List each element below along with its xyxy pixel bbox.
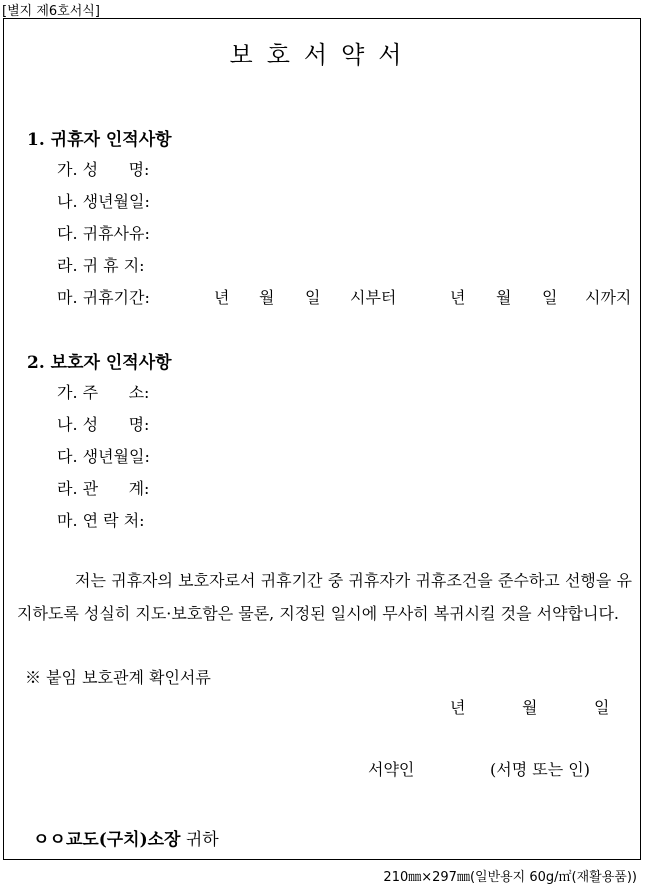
attachment-note: ※ 붙임 보호관계 확인서류	[25, 668, 211, 687]
addressee	[33, 825, 219, 850]
section1-row-period: 마. 귀휴기간:	[57, 288, 150, 307]
pledge-paragraph	[17, 564, 632, 630]
section2-row-address: 가. 주 소:	[57, 383, 150, 402]
section2-row-name: 나. 성 명:	[57, 415, 150, 434]
period-from-hour: 시부터	[350, 288, 397, 307]
date-month: 월	[522, 698, 538, 717]
section2-row-contact: 마. 연 락 처:	[57, 511, 145, 530]
page-title: 보호서약서	[229, 41, 416, 69]
section2-row-relation: 라. 관 계:	[57, 479, 150, 498]
section1-row-birth: 나. 생년월일:	[57, 192, 150, 211]
section1-row-place: 라. 귀 휴 지:	[57, 256, 145, 275]
date-day: 일	[594, 698, 610, 717]
form-tag: [별지 제6호서식]	[2, 4, 100, 19]
signature-hint: (서명 또는 인)	[490, 760, 590, 779]
period-day-start: 일	[305, 288, 321, 307]
period-day-end: 일	[542, 288, 558, 307]
addressee-name: ㅇㅇ교도(구치)소장	[33, 830, 181, 850]
section2-row-birth: 다. 생년월일:	[57, 447, 150, 466]
period-month-end: 월	[496, 288, 512, 307]
period-year-start: 년	[214, 288, 230, 307]
date-year: 년	[450, 698, 466, 717]
section2-heading: 2. 보호자 인적사항	[27, 353, 172, 373]
addressee-suffix: 귀하	[185, 830, 219, 850]
pledge-text: 저는 귀휴자의 보호자로서 귀휴기간 중 귀휴자가 귀휴조건을 준수하고 선행을 유지하도록 성실히 지도·보호함은 물론, 지정된 일시에 무사히 복귀시킬 것을 서약합니다.	[17, 571, 632, 623]
period-month-start: 월	[259, 288, 275, 307]
period-year-end: 년	[450, 288, 466, 307]
signer-label: 서약인	[368, 760, 415, 779]
section1-row-reason: 다. 귀휴사유:	[57, 224, 150, 243]
section1-heading: 1. 귀휴자 인적사항	[27, 130, 172, 150]
section1-row-name: 가. 성 명:	[57, 160, 150, 179]
paper-spec: 210㎜×297㎜(일반용지 60g/㎡(재활용품))	[383, 870, 637, 885]
period-to-hour: 시까지	[585, 288, 632, 307]
